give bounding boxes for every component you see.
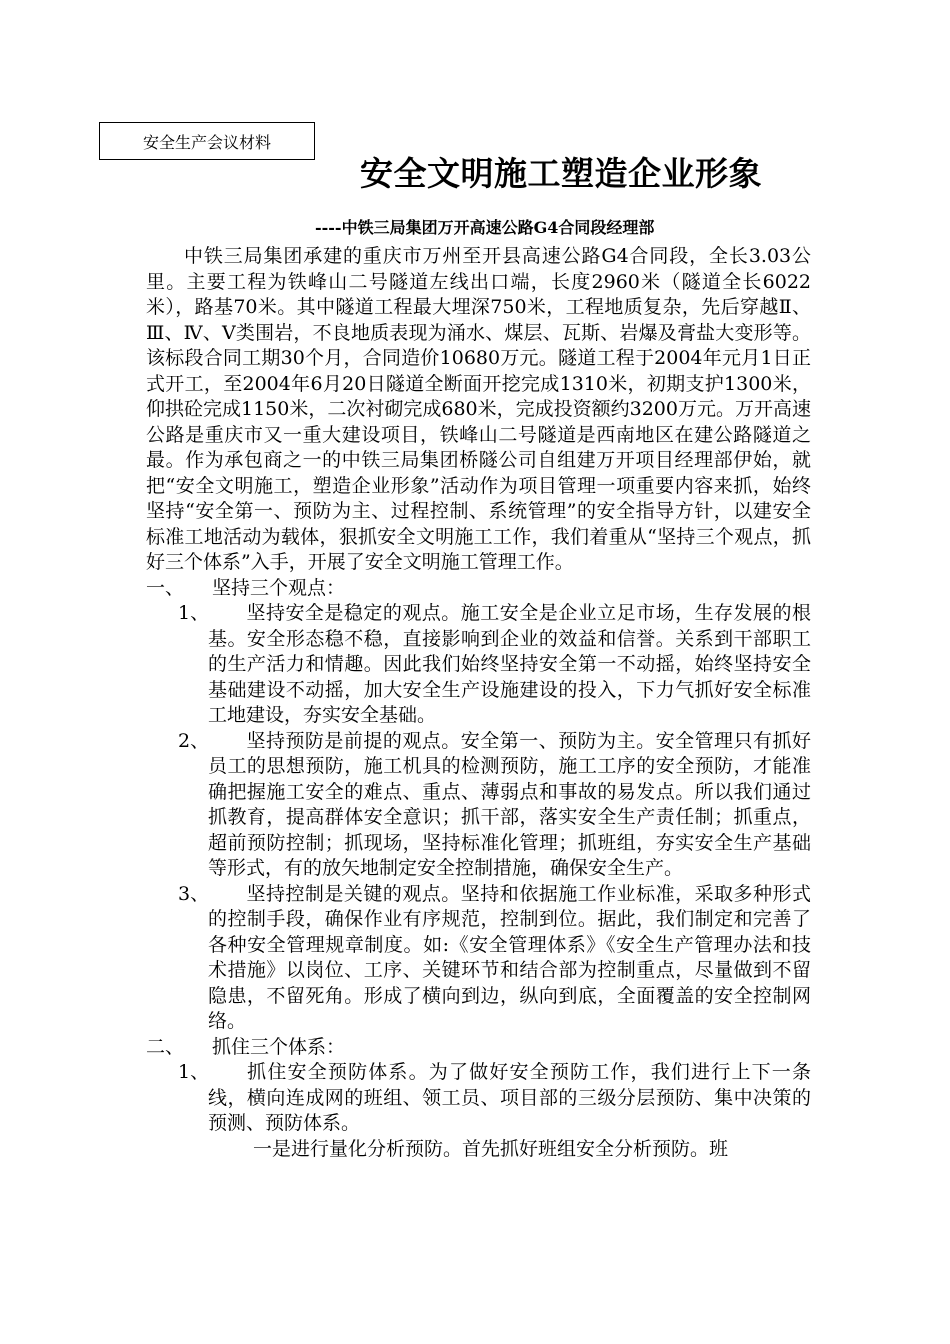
intro-paragraph: 中铁三局集团承建的重庆市万州至开县高速公路G4合同段，全长3.03公里。主要工程为铁峰山二号隧道左线出口端，长度2960米（隧道全长6022米），路基70米。其中隧道工程最大埋深750米，工程地质复杂，先后穿越Ⅱ、Ⅲ、Ⅳ、Ⅴ类围岩，不良地质表现为涌水、煤层、瓦斯、岩爆及膏盐大变形等。该标段合同工期30个月，合同造价10680万元。隧道工程于2004年元月1日正式开工，至2004年6月20日隧道全断面开挖完成1310米，初期支护1300米，仰拱砼完成1150米，二次衬砌完成680米，完成投资额约3200万元。万开高速公路是重庆市又一重大建设项目，铁峰山二号隧道是西南地区在建公路隧道之最。作为承包商之一的中铁三局集团桥隧公司自组建万开项目经理部伊始，就把“安全文明施工，塑造企业形象”活动作为项目管理一项重要内容来抓，始终坚持“安全第一、预防为主、过程控制、系统管理”的安全指导方针，以建安全标准工地活动为载体，狠抓安全文明施工工作，我们着重从“坚持三个观点，抓好三个体系”入手，开展了安全文明施工管理工作。	[146, 245, 811, 573]
list-item	[178, 601, 811, 729]
item-text: 抓住安全预防体系。为了做好安全预防工作，我们进行上下一条线，横向连成网的班组、领工员、项目部的三级分层预防、集中决策的预测、预防体系。	[208, 1061, 811, 1134]
document-body	[146, 244, 811, 1162]
item-number: 2、	[178, 729, 210, 752]
section-heading	[146, 576, 811, 602]
sub-paragraph: 一是进行量化分析预防。首先抓好班组安全分析预防。班	[253, 1137, 729, 1160]
meeting-material-label: 安全生产会议材料	[99, 122, 315, 160]
page-subtitle: ----中铁三局集团万开高速公路G4合同段经理部	[315, 218, 655, 237]
item-number: 3、	[178, 882, 210, 905]
list-item	[178, 1060, 811, 1137]
item-number: 1、	[178, 1061, 210, 1083]
section-title: 抓住三个体系：	[212, 1035, 346, 1058]
list-item	[178, 729, 811, 882]
section-title: 坚持三个观点：	[212, 576, 346, 599]
item-text: 坚持预防是前提的观点。安全第一、预防为主。安全管理只有抓好员工的思想预防，施工机具的检测预防，施工工序的安全预防，才能准确把握施工安全的难点、重点、薄弱点和事故的易发点。所以我们通过抓教育，提高群体安全意识；抓干部，落实安全生产责任制；抓重点，超前预防控制；抓现场，坚持标准化管理；抓班组，夯实安全生产基础等形式，有的放矢地制定安全控制措施，确保安全生产。	[208, 729, 811, 879]
section-number: 一、	[146, 576, 185, 599]
page-title: 安全文明施工塑造企业形象	[360, 154, 762, 193]
list-item	[178, 882, 811, 1035]
item-text: 坚持安全是稳定的观点。施工安全是企业立足市场，生存发展的根基。安全形态稳不稳，直接影响到企业的效益和信誉。关系到干部职工的生产活力和情趣。因此我们始终坚持安全第一不动摇，始终坚持安全基础建设不动摇，加大安全生产设施建设的投入，下力气抓好安全标准工地建设，夯实安全基础。	[208, 602, 811, 726]
item-text: 坚持控制是关键的观点。坚持和依据施工作业标准，采取多种形式的控制手段，确保作业有序规范，控制到位。据此，我们制定和完善了各种安全管理规章制度。如:《安全管理体系》《安全生产管理办法和技术措施》以岗位、工序、关键环节和结合部为控制重点，尽量做到不留隐患，不留死角。形成了横向到边，纵向到底，全面覆盖的安全控制网络。	[208, 882, 811, 1032]
item-number: 1、	[178, 602, 210, 624]
section-heading	[146, 1035, 811, 1061]
section-number: 二、	[146, 1035, 185, 1058]
